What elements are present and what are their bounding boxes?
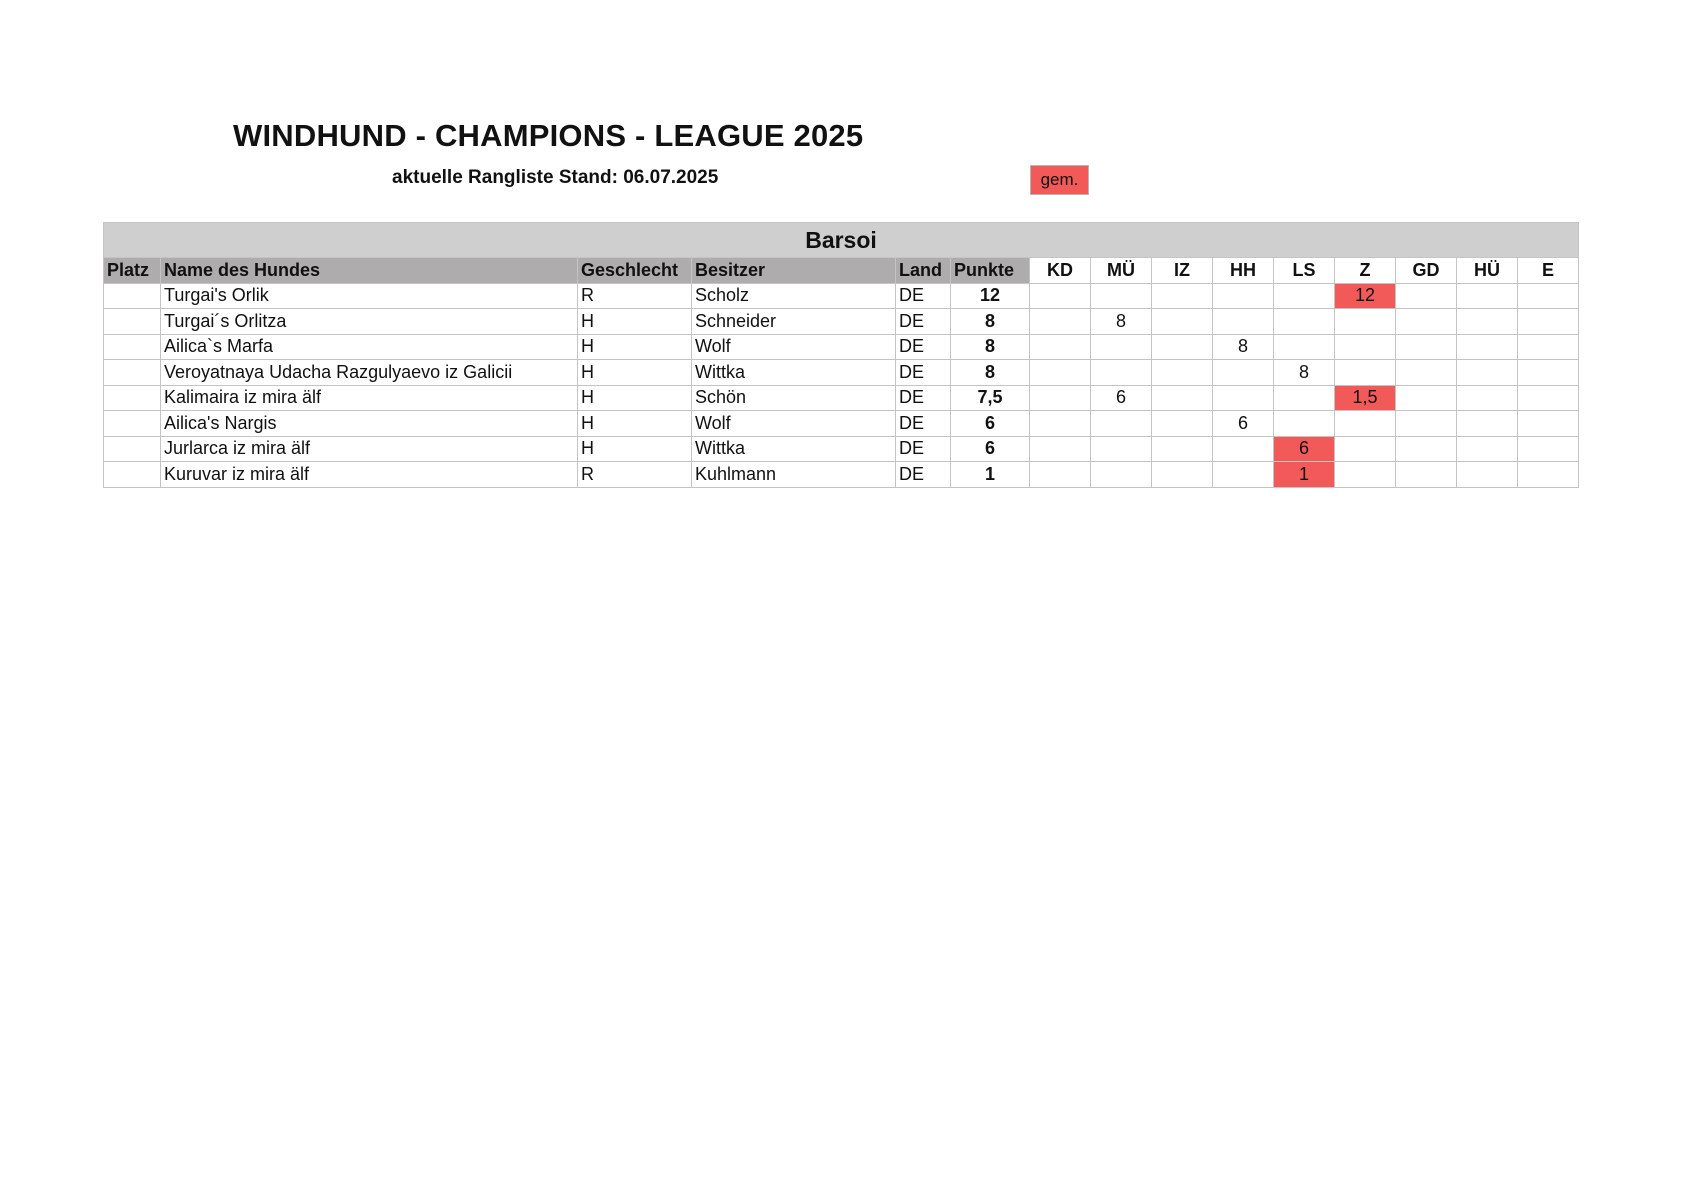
cell-country: DE [896, 436, 951, 462]
cell-event-score [1030, 283, 1091, 309]
cell-event-score [1396, 360, 1457, 386]
cell-event-score [1091, 334, 1152, 360]
cell-sex: H [578, 385, 692, 411]
cell-event-score [1152, 283, 1213, 309]
cell-event-score [1030, 462, 1091, 488]
column-header: IZ [1152, 258, 1213, 284]
cell-event-score [1518, 462, 1579, 488]
column-header: LS [1274, 258, 1335, 284]
column-header: HH [1213, 258, 1274, 284]
cell-country: DE [896, 309, 951, 335]
table-row [104, 462, 1579, 488]
cell-event-score [1152, 309, 1213, 335]
cell-event-score [1396, 462, 1457, 488]
cell-event-score [1335, 309, 1396, 335]
cell-event-score [1274, 385, 1335, 411]
cell-event-score [1213, 283, 1274, 309]
cell-event-score: 6 [1213, 411, 1274, 437]
column-header: Geschlecht [578, 258, 692, 284]
cell-event-score [1335, 462, 1396, 488]
cell-event-score: 1,5 [1335, 385, 1396, 411]
cell-event-score [1335, 334, 1396, 360]
column-header: Platz [104, 258, 161, 284]
cell-owner: Wolf [692, 411, 896, 437]
cell-event-score [1091, 283, 1152, 309]
cell-event-score [1396, 385, 1457, 411]
table-row [104, 360, 1579, 386]
column-header: Land [896, 258, 951, 284]
cell-event-score [1030, 436, 1091, 462]
cell-points: 7,5 [951, 385, 1030, 411]
cell-owner: Wolf [692, 334, 896, 360]
cell-event-score [1274, 334, 1335, 360]
cell-event-score [1396, 411, 1457, 437]
cell-country: DE [896, 334, 951, 360]
cell-event-score [1213, 385, 1274, 411]
table-row [104, 385, 1579, 411]
cell-event-score: 6 [1091, 385, 1152, 411]
cell-event-score [1213, 436, 1274, 462]
cell-event-score [1152, 360, 1213, 386]
cell-dog-name: Turgai´s Orlitza [161, 309, 578, 335]
cell-platz [104, 462, 161, 488]
column-header: MÜ [1091, 258, 1152, 284]
cell-platz [104, 334, 161, 360]
cell-event-score [1213, 309, 1274, 335]
cell-event-score [1335, 411, 1396, 437]
cell-event-score [1091, 411, 1152, 437]
cell-event-score [1030, 334, 1091, 360]
cell-event-score [1457, 462, 1518, 488]
cell-sex: H [578, 360, 692, 386]
cell-owner: Kuhlmann [692, 462, 896, 488]
cell-event-score: 6 [1274, 436, 1335, 462]
cell-event-score [1213, 360, 1274, 386]
cell-event-score [1213, 462, 1274, 488]
cell-event-score [1030, 385, 1091, 411]
column-header: E [1518, 258, 1579, 284]
cell-sex: H [578, 436, 692, 462]
cell-points: 8 [951, 334, 1030, 360]
cell-points: 8 [951, 309, 1030, 335]
cell-sex: H [578, 411, 692, 437]
cell-owner: Schön [692, 385, 896, 411]
cell-event-score [1274, 309, 1335, 335]
column-header: HÜ [1457, 258, 1518, 284]
cell-event-score [1091, 462, 1152, 488]
cell-event-score [1518, 411, 1579, 437]
cell-owner: Scholz [692, 283, 896, 309]
cell-country: DE [896, 462, 951, 488]
cell-event-score: 8 [1091, 309, 1152, 335]
column-header: Besitzer [692, 258, 896, 284]
cell-event-score [1457, 309, 1518, 335]
cell-country: DE [896, 360, 951, 386]
column-header: GD [1396, 258, 1457, 284]
cell-event-score: 12 [1335, 283, 1396, 309]
cell-platz [104, 360, 161, 386]
cell-event-score: 1 [1274, 462, 1335, 488]
cell-event-score [1396, 309, 1457, 335]
cell-event-score [1030, 360, 1091, 386]
cell-dog-name: Kalimaira iz mira älf [161, 385, 578, 411]
page-title: WINDHUND - CHAMPIONS - LEAGUE 2025 [233, 118, 864, 153]
ranking-table [103, 222, 1579, 488]
cell-country: DE [896, 385, 951, 411]
cell-dog-name: Turgai's Orlik [161, 283, 578, 309]
cell-event-score [1457, 385, 1518, 411]
cell-owner: Wittka [692, 360, 896, 386]
cell-event-score [1335, 360, 1396, 386]
cell-dog-name: Ailica`s Marfa [161, 334, 578, 360]
cell-event-score [1152, 462, 1213, 488]
column-header: Z [1335, 258, 1396, 284]
cell-event-score [1518, 385, 1579, 411]
cell-points: 8 [951, 360, 1030, 386]
cell-sex: H [578, 309, 692, 335]
column-header: KD [1030, 258, 1091, 284]
cell-dog-name: Veroyatnaya Udacha Razgulyaevo iz Galicii [161, 360, 578, 386]
cell-platz [104, 411, 161, 437]
table-row [104, 283, 1579, 309]
cell-owner: Wittka [692, 436, 896, 462]
cell-event-score [1030, 411, 1091, 437]
cell-event-score [1152, 411, 1213, 437]
cell-event-score [1518, 334, 1579, 360]
legend-gem-box: gem. [1030, 165, 1089, 195]
table-row [104, 309, 1579, 335]
cell-event-score [1396, 436, 1457, 462]
cell-event-score [1457, 411, 1518, 437]
cell-points: 12 [951, 283, 1030, 309]
cell-sex: R [578, 283, 692, 309]
cell-sex: R [578, 462, 692, 488]
cell-event-score [1091, 436, 1152, 462]
cell-event-score [1152, 436, 1213, 462]
cell-event-score: 8 [1213, 334, 1274, 360]
table-row [104, 411, 1579, 437]
cell-owner: Schneider [692, 309, 896, 335]
cell-event-score [1518, 360, 1579, 386]
cell-event-score [1457, 360, 1518, 386]
cell-platz [104, 385, 161, 411]
cell-event-score [1457, 334, 1518, 360]
cell-event-score [1518, 309, 1579, 335]
cell-event-score [1152, 334, 1213, 360]
cell-country: DE [896, 283, 951, 309]
table-row [104, 436, 1579, 462]
column-header: Name des Hundes [161, 258, 578, 284]
cell-points: 6 [951, 436, 1030, 462]
cell-event-score [1030, 309, 1091, 335]
cell-platz [104, 283, 161, 309]
cell-event-score [1457, 283, 1518, 309]
cell-platz [104, 436, 161, 462]
cell-event-score [1518, 283, 1579, 309]
table-row [104, 334, 1579, 360]
standings-date: aktuelle Rangliste Stand: 06.07.2025 [392, 167, 719, 188]
cell-event-score [1335, 436, 1396, 462]
cell-event-score [1518, 436, 1579, 462]
cell-event-score [1274, 283, 1335, 309]
cell-event-score: 8 [1274, 360, 1335, 386]
cell-event-score [1274, 411, 1335, 437]
cell-dog-name: Ailica's Nargis [161, 411, 578, 437]
cell-points: 1 [951, 462, 1030, 488]
cell-event-score [1457, 436, 1518, 462]
column-header: Punkte [951, 258, 1030, 284]
ranking-table-body [104, 283, 1579, 487]
cell-dog-name: Jurlarca iz mira älf [161, 436, 578, 462]
cell-points: 6 [951, 411, 1030, 437]
breed-group-header: Barsoi [104, 223, 1579, 258]
cell-sex: H [578, 334, 692, 360]
cell-dog-name: Kuruvar iz mira älf [161, 462, 578, 488]
column-header-row [104, 258, 1579, 284]
cell-platz [104, 309, 161, 335]
cell-event-score [1396, 283, 1457, 309]
cell-event-score [1091, 360, 1152, 386]
cell-event-score [1396, 334, 1457, 360]
cell-country: DE [896, 411, 951, 437]
cell-event-score [1152, 385, 1213, 411]
